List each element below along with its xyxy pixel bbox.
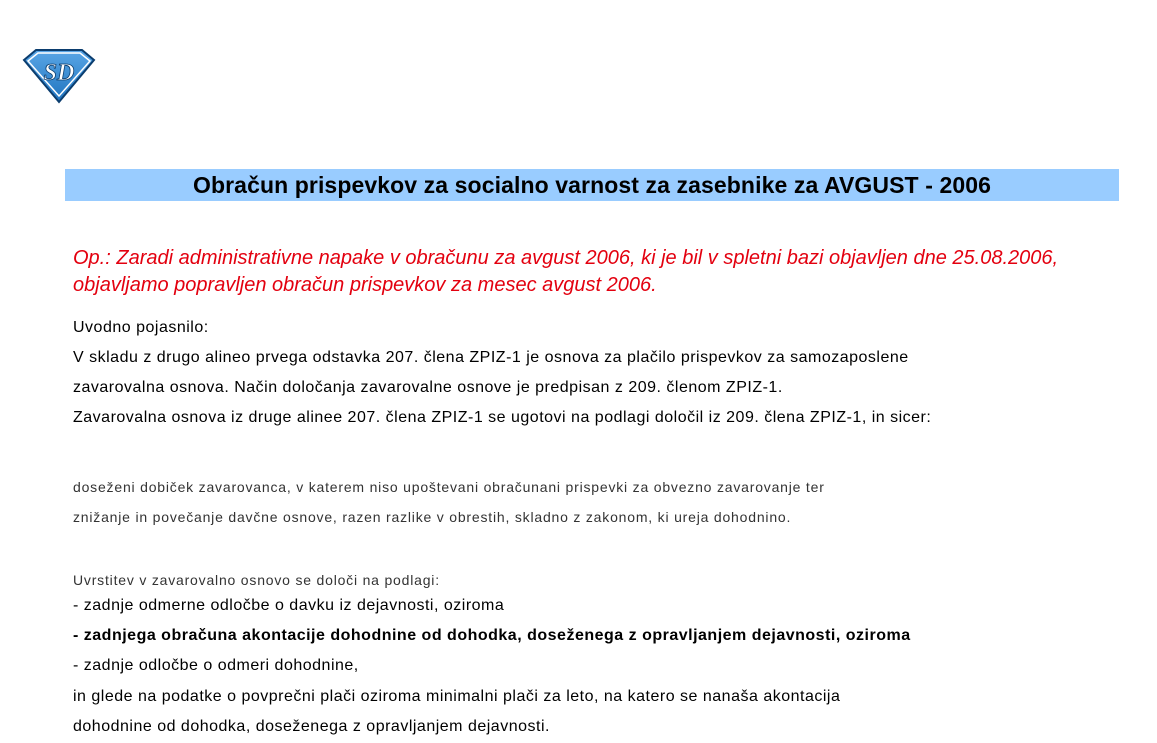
- list-item: - zadnje odločbe o odmeri dohodnine,: [73, 657, 359, 674]
- page-title: Obračun prispevkov za socialno varnost za zasebnike za AVGUST - 2006: [192, 171, 992, 198]
- list-item: - zadnje odmerne odločbe o davku iz dejavnosti, oziroma: [73, 597, 505, 614]
- list-item: - zadnjega obračuna akontacije dohodnine od dohodka, doseženega z opravljanjem dejavnosti, oziroma: [73, 627, 911, 644]
- paragraph2-line-2: znižanje in povečanje davčne osnove, razen razlike v obrestih, skladno z zakonom, ki ureja dohodnino.: [73, 509, 792, 525]
- closing-line-1: in glede na podatke o povprečni plači oziroma minimalni plači za leto, na katero se nanaša akontacija: [73, 688, 841, 705]
- logo-text: SD: [43, 60, 75, 86]
- sd-logo: [22, 48, 96, 104]
- classification-label: Uvrstitev v zavarovalno osnovo se določi na podlagi:: [73, 572, 440, 588]
- intro-label: Uvodno pojasnilo:: [73, 319, 209, 336]
- paragraph2-line-1: doseženi dobiček zavarovanca, v katerem niso upoštevani obračunani prispevki za obvezno zavarovanje ter: [73, 479, 825, 495]
- paragraph1-line-1: V skladu z drugo alineo prvega odstavka 207. člena ZPIZ-1 je osnova za plačilo prispevkov za samozaposlene: [73, 349, 909, 366]
- title-bar: [65, 169, 1119, 201]
- paragraph1-line-3: Zavarovalna osnova iz druge alinee 207. člena ZPIZ-1 se ugotovi na podlagi določil iz 209. člena ZPIZ-1, in sicer:: [73, 409, 932, 426]
- sd-logo-icon: [22, 48, 96, 104]
- paragraph1-line-2: zavarovalna osnova. Način določanja zavarovalne osnove je predpisan z 209. členom ZPIZ-1.: [73, 379, 783, 396]
- closing-line-2: dohodnine od dohodka, doseženega z opravljanjem dejavnosti.: [73, 718, 550, 735]
- correction-notice: Op.: Zaradi administrativne napake v obračunu za avgust 2006, ki je bil v spletni bazi objavljen dne 25.08.2006, objavljamo popravljen obračun prispevkov za mesec avgust 2006.: [73, 247, 1059, 296]
